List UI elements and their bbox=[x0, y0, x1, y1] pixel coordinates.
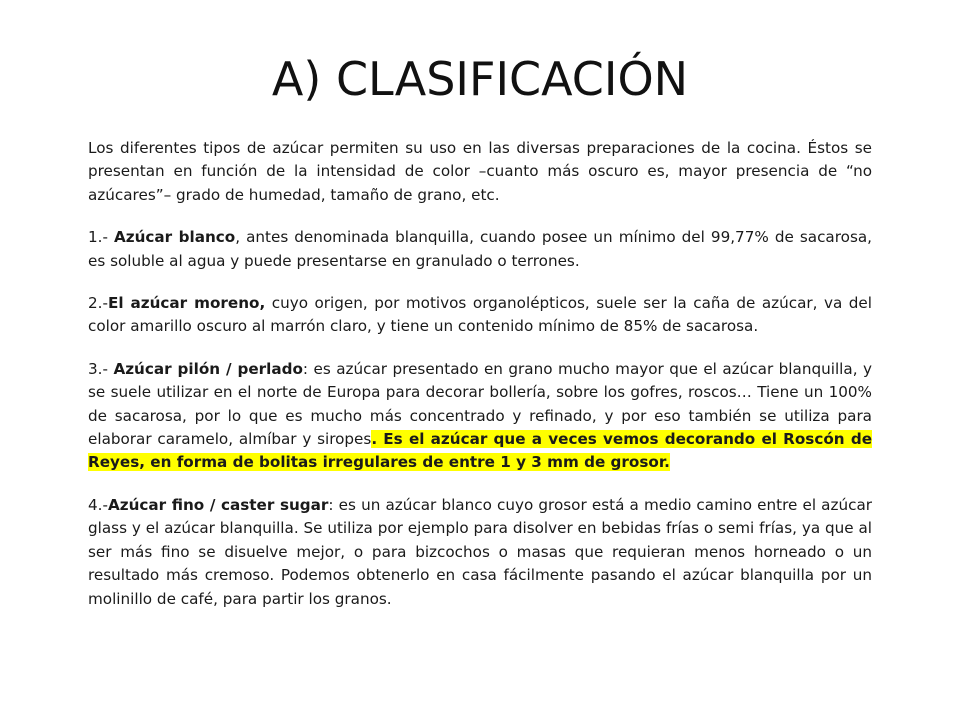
item-text: cuyo origen, por motivos organolépticos, suele ser la caña de azúcar, va del color amarillo oscuro al marrón claro, y tiene un contenido mínimo de 85% de sacarosa. bbox=[88, 294, 872, 336]
item-term: Azúcar pilón / perlado bbox=[113, 359, 303, 378]
highlighted-text: . Es el azúcar que a veces vemos decorando el Roscón de Reyes, en forma de bolitas irregulares de entre 1 y 3 mm de grosor. bbox=[88, 430, 872, 472]
item-azucar-moreno bbox=[88, 292, 872, 339]
item-prefix: 1.- bbox=[88, 228, 115, 247]
item-prefix: 2.- bbox=[88, 294, 108, 313]
item-text: , antes denominada blanquilla, cuando posee un mínimo del 99,77% de sacarosa, es soluble al agua y puede presentarse en granulado o terrones. bbox=[88, 228, 872, 270]
item-text: : es azúcar presentado en grano mucho mayor que el azúcar blanquilla, y se suele utilizar en el norte de Europa para decorar bollería, sobre los gofres, roscos… Tiene un 100% de sacarosa, por lo que es mucho más concentrado y refinado, y por eso también se utiliza para elaborar caramelo, almíbar y siropes bbox=[88, 359, 872, 449]
item-term: El azúcar moreno, bbox=[107, 294, 266, 313]
item-term: Azúcar fino / caster sugar bbox=[107, 495, 329, 514]
item-term: Azúcar blanco bbox=[114, 228, 236, 247]
item-azucar-pilon bbox=[88, 358, 872, 475]
slide-title: A) CLASIFICACIÓN bbox=[271, 52, 689, 106]
item-text: : es un azúcar blanco cuyo grosor está a medio camino entre el azúcar glass y el azúcar blanquilla. Se utiliza por ejemplo para disolver en bebidas frías o semi frías, ya que al ser más fino se disuelve mejor, o para bizcochos o masas que requieran menos horneado o un resultado más cremoso. Podemos obtenerlo en casa fácilmente pasando el azúcar blanquilla por un molinillo de café, para partir los granos. bbox=[88, 495, 872, 608]
intro-paragraph: Los diferentes tipos de azúcar permiten su uso en las diversas preparaciones de la cocina. Éstos se presentan en función de la intensidad de color –cuanto más oscuro es, mayor presencia de “no azúcares”– grado de humedad, tamaño de grano, etc. bbox=[88, 139, 872, 204]
item-azucar-fino bbox=[88, 494, 872, 611]
item-prefix: 3.- bbox=[88, 359, 114, 378]
item-azucar-blanco bbox=[88, 226, 872, 273]
item-prefix: 4.- bbox=[88, 495, 108, 514]
slide-body bbox=[88, 137, 872, 630]
